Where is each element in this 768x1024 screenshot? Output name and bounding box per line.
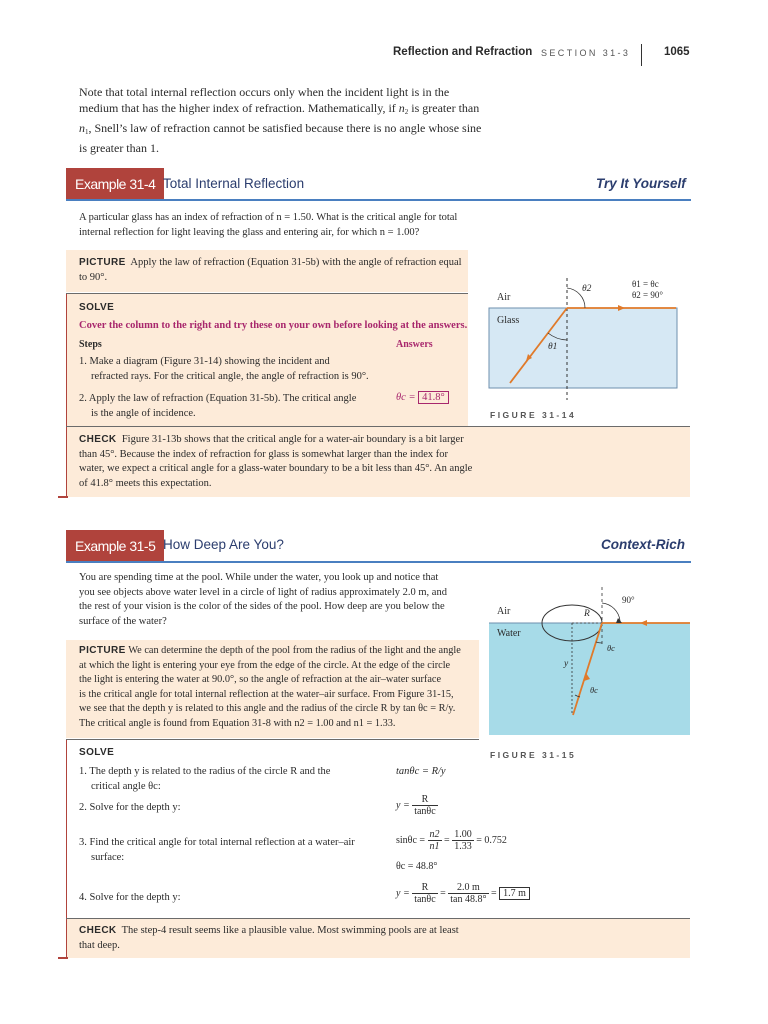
example-31-5-type: Context-Rich	[601, 537, 685, 552]
glass-label: Glass	[497, 315, 520, 326]
example-31-5-step-1: 1. The depth y is related to the radius of the circle R and the critical angle θc:	[79, 766, 331, 792]
solve-label: SOLVE	[79, 302, 115, 313]
example-31-5-picture: PICTURE We can determine the depth of the pool from the radius of the light and the angle at which the light is entering your eye from the edge of the circle. At the edge of the circle the light is entering the water at 90.0°, so the angle of refraction at the air–water surface is the critical angle for total internal reflection at the water–air surface. From Figure 31-15, we see that the depth y is related to this angle and the radius of the circle R by tan θc = R/y. The critical angle is found from Equation 31-8 with n2 = 1.00 and n1 = 1.33.	[79, 645, 461, 729]
thetac-label-bottom: θc	[590, 685, 598, 695]
example-31-4-picture: PICTURE Apply the law of refraction (Equation 31-5b) with the angle of refraction equal to 90°.	[79, 257, 462, 283]
angle-90-arc	[602, 603, 620, 621]
example-31-4-step-1: 1. Make a diagram (Figure 31-14) showing the incident and refracted rays. For the critical angle, the angle of refraction is 90°.	[79, 356, 369, 382]
running-header-section: SECTION 31-3	[541, 48, 631, 58]
figure-31-14	[480, 270, 690, 425]
step-1-equation: tanθc = R/y	[396, 766, 446, 777]
check-left-rule	[66, 919, 67, 958]
intro-line: $n_1$, Snell’s law of refraction cannot be satisfied because there is no angle whose sine	[79, 121, 482, 136]
solve-left-rule	[66, 740, 67, 918]
answer-box: 1.7 m	[499, 887, 530, 900]
intro-line: is greater than 1.	[79, 141, 159, 155]
step-2-equation: y = $\frac{R}{\tan\theta c}$	[396, 794, 436, 817]
step-3-result: θc = 48.8°	[396, 861, 438, 872]
theta1-label: θ1	[548, 342, 558, 352]
angle-90-label: 90°	[622, 595, 635, 605]
header-divider	[641, 44, 642, 66]
answer-box: 41.8°	[418, 391, 449, 404]
solve-label: SOLVE	[79, 747, 115, 758]
radius-label: R	[584, 609, 590, 619]
example-31-5-tag: Example 31-5	[66, 530, 164, 561]
page-number: 1065	[664, 46, 690, 58]
thetac-label-top: θc	[607, 643, 615, 653]
figure-31-14-label: FIGURE 31-14	[490, 410, 577, 420]
intro-line: medium that has the higher index of refraction. Mathematically, if $n_2$ is greater than	[79, 101, 480, 116]
air-label: Air	[497, 292, 511, 303]
example-31-5-step-2: 2. Solve for the depth y:	[79, 802, 181, 813]
angle-relations: θ1 = θc θ2 = 90°	[632, 279, 663, 300]
step-3-equation: sinθc = $\frac{n2}{n1}$ = $\frac{1.00}{1.33}$ = 0.752	[396, 829, 507, 852]
example-31-4-check: CHECK Figure 31-13b shows that the critical angle for a water-air boundary is a bit larger than 45°. Because the index of refraction for glass is somewhat larger than the index for water, we expect a critical angle for a glass-water boundary to be a bit less than 45°. An angle of 41.8° meets this expectation.	[79, 434, 473, 489]
figure-31-15	[480, 585, 690, 735]
example-31-5-step-4: 4. Solve for the depth y:	[79, 892, 181, 903]
example-31-5-problem: You are spending time at the pool. While under the water, you look up and notice that you see objects above water level in a circle of light of radius approximately 2.0 m, and the rest of your vision is the color of the sides of the pool. How deep are you below the surface of the water?	[79, 572, 447, 627]
figure-31-15-label: FIGURE 31-15	[490, 750, 577, 760]
step-4-equation: y = $\frac{R}{\tan\theta c}$ = $\frac{2.0 m}{\tan 48.8^\circ}$ = 1.7 m	[396, 882, 530, 905]
check-end-mark	[58, 957, 68, 959]
example-31-4-step-2: 2. Apply the law of refraction (Equation 31-5b). The critical angle is the angle of incidence.	[79, 393, 357, 419]
intro-paragraph	[79, 84, 484, 156]
example-31-4-answer: θc = 41.8°	[396, 391, 449, 406]
cover-instruction: Cover the column to the right and try these on your own before looking at the answers.	[79, 320, 468, 331]
running-header-title: Reflection and Refraction	[393, 46, 533, 58]
example-31-5-check: CHECK The step-4 result seems like a plausible value. Most swimming pools are at least that deep.	[79, 925, 459, 951]
intro-line: Note that total internal reflection occurs only when the incident light is in the	[79, 85, 450, 99]
check-end-mark	[58, 496, 68, 498]
air-label: Air	[497, 606, 511, 617]
check-left-rule	[66, 427, 67, 497]
angle-90-arrowhead	[616, 618, 622, 623]
water-label: Water	[497, 628, 521, 639]
theta2-label: θ2	[582, 284, 592, 294]
solve-rule	[66, 739, 479, 740]
example-31-4-title: Total Internal Reflection	[163, 176, 305, 191]
steps-heading: Steps	[79, 339, 102, 350]
example-31-5-step-3: 3. Find the critical angle for total internal reflection at a water–air surface:	[79, 837, 355, 863]
solve-left-rule	[66, 294, 67, 426]
answers-heading: Answers	[396, 339, 433, 350]
depth-label: y	[564, 659, 569, 669]
example-31-4-tag: Example 31-4	[66, 168, 164, 199]
example-31-4-problem: A particular glass has an index of refraction of n = 1.50. What is the critical angle for total internal reflection for light leaving the glass and entering air, for which n = 1.00?	[79, 212, 458, 238]
example-31-4-type: Try It Yourself	[596, 176, 686, 191]
example-31-5-title: How Deep Are You?	[163, 537, 284, 552]
